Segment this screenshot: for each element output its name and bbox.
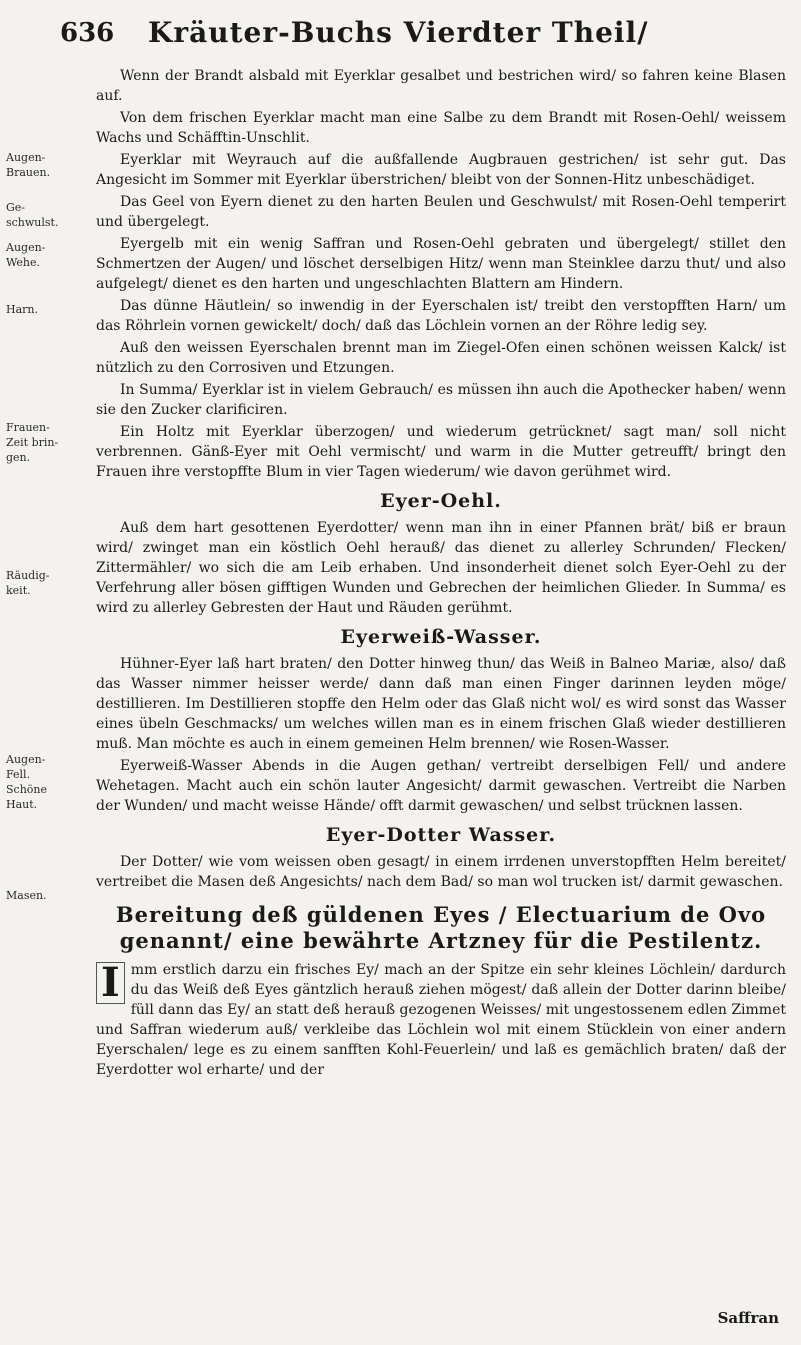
paragraph: Von dem frischen Eyerklar macht man eine Salbe zu dem Brandt mit Rosen-Oehl/ weissem Wachs und Schäfftin-Unschlit. bbox=[96, 110, 786, 146]
section-heading: Bereitung deß güldenen Eyes / Electuarium de Ovo genannt/ eine bewährte Artzney für die Pestilentz. bbox=[115, 902, 767, 953]
margin-note: Räudig- keit. bbox=[6, 569, 50, 597]
section-heading: Eyer-Dotter Wasser. bbox=[325, 824, 557, 846]
paragraph: Wenn der Brandt alsbald mit Eyerklar gesalbet und bestrichen wird/ so fahren keine Blasen auf. bbox=[96, 68, 786, 104]
drop-cap: I bbox=[96, 962, 125, 1004]
main-text bbox=[96, 66, 786, 1082]
paragraph: Auß den weissen Eyerschalen brennt man im Ziegel-Ofen einen schönen weissen Kalck/ ist nützlich zu den Corrosiven und Etzungen. bbox=[96, 340, 786, 376]
paragraph: Eyerklar mit Weyrauch auf die außfallende Augbrauen gestrichen/ ist sehr gut. Das Angesicht im Sommer mit Eyerklar überstrichen/ bleibt von der Sonnen-Hitz unbeschädiget. bbox=[96, 152, 786, 188]
margin-note: Masen. bbox=[6, 889, 47, 902]
paragraph bbox=[96, 960, 786, 1080]
page-header bbox=[56, 10, 756, 54]
margin-note: Augen- Brauen. bbox=[6, 151, 51, 179]
paragraph: In Summa/ Eyerklar ist in vielem Gebrauch/ es müssen ihn auch die Apothecker haben/ wenn sie den Zucker clarificiren. bbox=[96, 382, 786, 418]
paragraph-text: mm erstlich darzu ein frisches Ey/ mach an der Spitze ein sehr kleines Löchlein/ dardurch du das Weiß deß Eyes gäntzlich herauß ziehen mögest/ daß allein der Dotter darinn bleibe/ füll dann das Ey/ an statt deß herauß gezogenen Weisses/ mit ungestossenem edlen Zimmet und Saffran wiederum auß/ verkleibe das Löchlein wol mit einem Stücklein von einer andern Eyerschalen/ lege es zu einem sanfften Kohl-Feuerlein/ und laß es gemächlich braten/ daß der Eyerdotter wol erharte/ und der bbox=[96, 962, 786, 1078]
section-heading: Eyer-Oehl. bbox=[380, 490, 502, 512]
paragraph: Das Geel von Eyern dienet zu den harten Beulen und Geschwulst/ mit Rosen-Oehl temperirt und übergelegt. bbox=[96, 194, 786, 230]
margin-note: Frauen- Zeit brin- gen. bbox=[6, 421, 59, 464]
margin-note: Augen- Wehe. bbox=[6, 241, 46, 269]
section-heading: Eyerweiß-Wasser. bbox=[340, 626, 542, 648]
margin-note: Augen- Fell. Schöne Haut. bbox=[6, 753, 47, 811]
page-number: 636 bbox=[60, 18, 115, 48]
margin-note: Ge- schwulst. bbox=[6, 201, 59, 229]
paragraph: Das dünne Häutlein/ so inwendig in der Eyerschalen ist/ treibt den verstopfften Harn/ um das Röhrlein vornen gewickelt/ doch/ daß das Löchlein vornen an der Röhre ledig sey. bbox=[96, 298, 786, 334]
margin-note: Harn. bbox=[6, 303, 38, 316]
catchword: Saffran bbox=[717, 1309, 779, 1327]
paragraph: Eyerweiß-Wasser Abends in die Augen gethan/ vertreibt derselbigen Fell/ und andere Wehetagen. Macht auch ein schön lauter Angesicht/ darmit gewaschen. Vertreibt die Narben der Wunden/ und macht weisse Hände/ offt darmit gewaschen/ und selbst trücknen lassen. bbox=[96, 758, 786, 814]
paragraph: Eyergelb mit ein wenig Saffran und Rosen-Oehl gebraten und übergelegt/ stillet den Schmertzen der Augen/ und löschet derselbigen Hitz/ wenn man Steinklee darzu thut/ und also aufgelegt/ dienet es den harten und ungeschlachten Blattern am Hindern. bbox=[96, 236, 786, 292]
running-title: Kräuter-Buchs Vierdter Theil/ bbox=[148, 16, 649, 49]
paragraph: Auß dem hart gesottenen Eyerdotter/ wenn man ihn in einer Pfannen brät/ biß er braun wird/ zwinget man ein köstlich Oehl herauß/ das dienet zu allerley Schrunden/ Flecken/ Zittermähler/ wo sich die am Leib erhaben. Und insonderheit dienet solch Eyer-Oehl zu der Verfehrung aller bösen gifftigen Wunden und Gebrechen der heimlichen Glieder. In Summa/ es wird zu allerley Gebresten der Haut und Räuden gerühmt. bbox=[96, 520, 786, 616]
paragraph: Der Dotter/ wie vom weissen oben gesagt/ in einem irrdenen unverstopfften Helm bereitet/ vertreibet die Masen deß Angesichts/ nach dem Bad/ so man wol trucken ist/ darmit gewaschen. bbox=[96, 854, 786, 890]
paragraph: Hühner-Eyer laß hart braten/ den Dotter hinweg thun/ das Weiß in Balneo Mariæ, also/ daß das Wasser nimmer heisser werde/ dann daß man einen Finger darinnen leyden möge/ destillieren. Im Destillieren stopffe den Helm oder das Glaß nicht wol/ es wird sonst das Wasser eines übeln Geschmacks/ um welches willen man es in einem frischen Glaß wieder destillieren muß. Man möchte es auch in einem gemeinen Helm brennen/ wie Rosen-Wasser. bbox=[96, 656, 786, 752]
paragraph: Ein Holtz mit Eyerklar überzogen/ und wiederum getrücknet/ sagt man/ soll nicht verbrennen. Gänß-Eyer mit Oehl vermischt/ und warm in die Mutter getreufft/ bringt den Frauen ihre verstopffte Blum in vier Tagen wiederum/ wie davon gerühmet wird. bbox=[96, 424, 786, 480]
